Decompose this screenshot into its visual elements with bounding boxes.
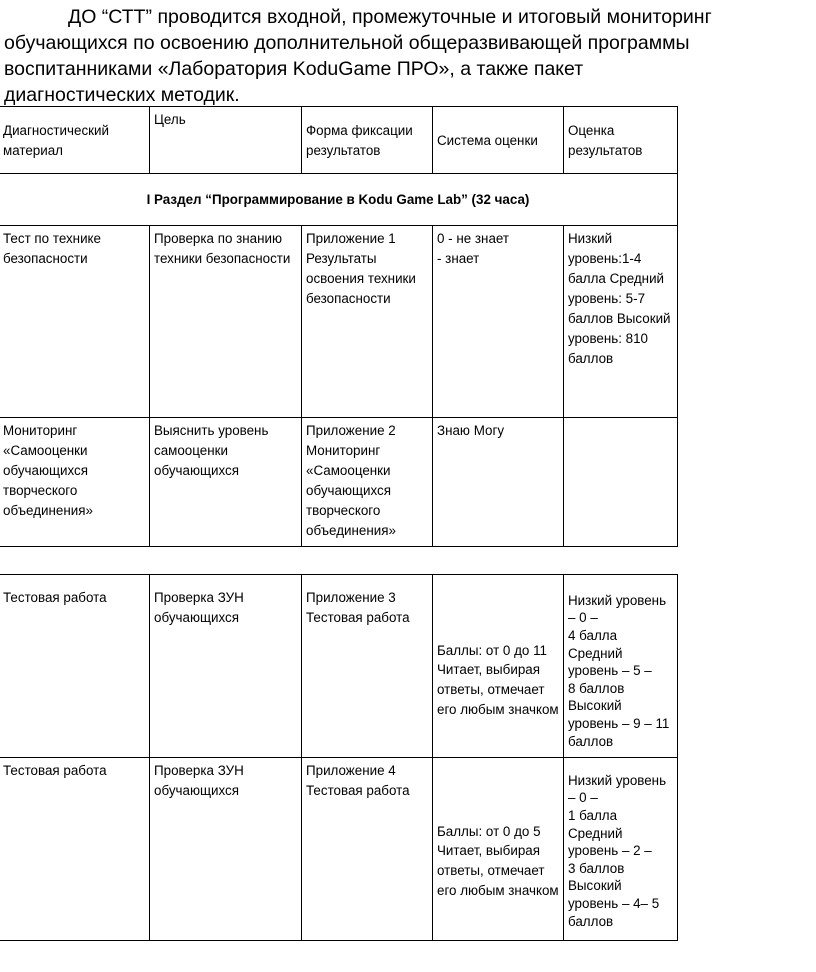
cell-material: Тестовая работа	[0, 575, 150, 758]
header-result: Оценка результатов	[564, 107, 678, 174]
cell-system: Баллы: от 0 до 11 Читает, выбирая ответы, отмечает его любым значком	[433, 575, 564, 758]
result-line: Высокий уровень – 4– 5 баллов	[568, 878, 660, 929]
header-material: Диагностический материал	[0, 107, 150, 174]
monitoring-table	[0, 106, 678, 547]
cell-goal: Выяснить уровень самооценки обучающихся	[150, 418, 302, 547]
cell-form: Приложение 3 Тестовая работа	[302, 575, 433, 758]
cell-goal: Проверка по знанию техники безопасности	[150, 226, 302, 418]
table-row	[0, 226, 678, 418]
header-row	[0, 107, 678, 174]
intro-paragraph	[4, 4, 739, 108]
cell-material: Тестовая работа	[0, 758, 150, 941]
result-line: 3 баллов	[568, 860, 625, 876]
intro-text: ДО “СТТ” проводится входной, промежуточные и итоговый мониторинг обучающихся по освоению дополнительной общеразвивающей программы воспитанниками «Лаборатория KoduGame ПРО», а также пакет диагностических методик.	[4, 6, 712, 106]
cell-form: Приложение 4 Тестовая работа	[302, 758, 433, 941]
result-line: 4 балла	[568, 628, 618, 644]
result-line: 8 баллов	[568, 680, 625, 696]
table-row	[0, 758, 678, 941]
cell-system: Баллы: от 0 до 5 Читает, выбирая ответы, отмечает его любым значком	[433, 758, 564, 941]
cell-goal: Проверка ЗУН обучающихся	[150, 758, 302, 941]
cell-form: Приложение 2 Мониторинг «Самооценки обучающихся творческого объединения»	[302, 418, 433, 547]
result-line: Средний уровень – 5 –	[568, 645, 652, 679]
test-work-table	[0, 574, 678, 941]
result-line: Низкий уровень – 0 –	[568, 772, 667, 806]
cell-form: Приложение 1 Результаты освоения техники безопасности	[302, 226, 433, 418]
cell-system: 0 - не знает - знает	[433, 226, 564, 418]
cell-result	[564, 758, 678, 941]
section-row	[0, 174, 678, 226]
result-line: Низкий уровень – 0 –	[568, 592, 667, 626]
header-goal: Цель	[150, 107, 302, 174]
header-system: Система оценки	[433, 107, 564, 174]
result-line: Средний уровень – 2 –	[568, 825, 652, 859]
table-row	[0, 575, 678, 758]
cell-material: Тест по технике безопасности	[0, 226, 150, 418]
cell-material: Мониторинг «Самооценки обучающихся творческого объединения»	[0, 418, 150, 547]
cell-system: Знаю Могу	[433, 418, 564, 547]
header-form: Форма фиксации результатов	[302, 107, 433, 174]
cell-goal: Проверка ЗУН обучающихся	[150, 575, 302, 758]
cell-result	[564, 575, 678, 758]
result-line: 1 балла	[568, 808, 618, 824]
cell-result: Низкий уровень:1-4 балла Средний уровень: 5-7 баллов Высокий уровень: 810 баллов	[564, 226, 678, 418]
table-row	[0, 418, 678, 547]
cell-result	[564, 418, 678, 547]
section-title: I Раздел “Программирование в Kodu Game Lab” (32 часа)	[0, 174, 678, 226]
result-line: Высокий уровень – 9 – 11 баллов	[568, 698, 670, 749]
